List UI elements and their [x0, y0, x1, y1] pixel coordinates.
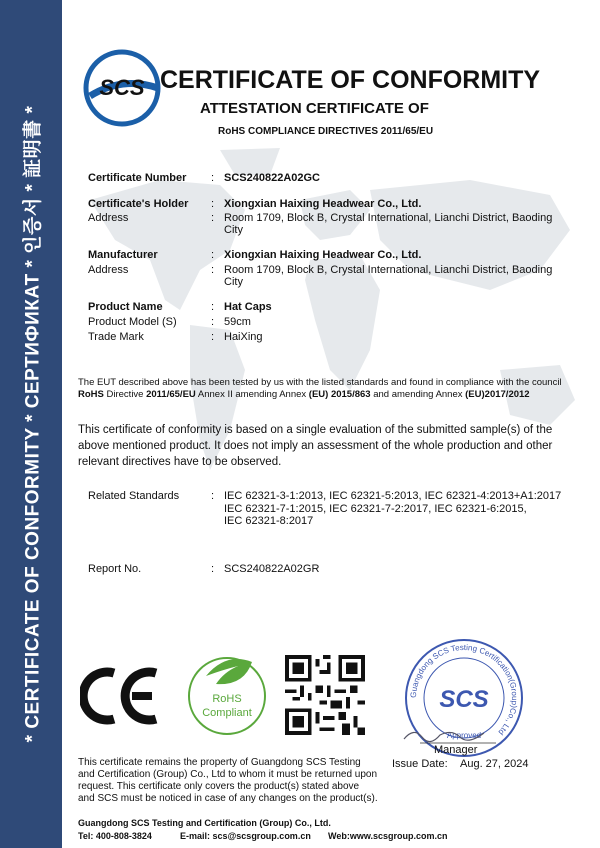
- report-no-value: SCS240822A02GR: [224, 563, 320, 575]
- colon: :: [211, 249, 215, 261]
- eut-statement: The EUT described above has been tested by us with the listed standards and found in compliance with the council RoHS Directive 2011/65/EU Annex II amending Annex (EU) 2015/863 and amending Annex (EU)2017/2012: [78, 377, 562, 400]
- colon: :: [211, 264, 215, 276]
- signature: [400, 725, 500, 745]
- manufacturer-label: Manufacturer: [88, 249, 158, 261]
- email[interactable]: E-mail: scs@scsgroup.com.cn: [180, 831, 311, 841]
- report-no-label: Report No.: [88, 563, 142, 575]
- standard-line: IEC 62321-3-1:2013, IEC 62321-5:2013, IEC 62321-4:2013+A1:2017: [224, 490, 562, 502]
- rohs-compliant-mark: [186, 648, 268, 738]
- conformity-statement: This certificate of conformity is based on a single evaluation of the submitted sample(s) of the above mentioned product. It does not imply an assessment of the whole production and other relevant directives have to be observed.: [78, 424, 553, 468]
- colon: :: [211, 212, 215, 224]
- colon: :: [211, 316, 215, 328]
- rohs-text: RoHS: [212, 693, 242, 705]
- manufacturer-address-value: Room 1709, Block B, Crystal International, Lianchi District, Baoding City: [224, 264, 553, 288]
- standard-line: IEC 62321-8:2017: [224, 515, 314, 527]
- product-model-label: Product Model (S): [88, 316, 177, 328]
- related-standards-list: [224, 490, 574, 528]
- company-name: Guangdong SCS Testing and Certification (Group) Co., Ltd.: [78, 818, 331, 828]
- product-model-value: 59cm: [224, 316, 251, 328]
- related-standards-label: Related Standards: [88, 490, 180, 502]
- manufacturer-address-label: Address: [88, 264, 129, 276]
- colon: :: [211, 331, 215, 343]
- directive-heading: RoHS COMPLIANCE DIRECTIVES 2011/65/EU: [218, 126, 434, 137]
- side-band: [0, 0, 62, 848]
- stamp-approved-text: Approved: [446, 731, 482, 740]
- scs-logo: [82, 48, 162, 128]
- trade-mark-value: HaiXing: [224, 331, 263, 343]
- holder-address-label: Address: [88, 212, 129, 224]
- signatory-title: Manager: [434, 744, 478, 756]
- ce-mark: [80, 665, 162, 727]
- colon: :: [211, 301, 215, 313]
- certificate-title: CERTIFICATE OF CONFORMITY: [160, 66, 541, 94]
- certificate-number-label: Certificate Number: [88, 172, 187, 184]
- colon: :: [211, 490, 215, 502]
- holder-label: Certificate's Holder: [88, 198, 189, 210]
- property-notice: This certificate remains the property of Guangdong SCS Testing and Certification (Group) Co., Ltd to whom it must be returned upon request. This certificate only covers the product(s) stated above and SCS must be noticed in case of any changes on the product(s).: [78, 757, 378, 804]
- side-band-text: * CERTIFICATE OF CONFORMITY * СЕРТИФИКАТ * 인증서 * 証明書 *: [22, 105, 44, 743]
- issue-date-value: Aug. 27, 2024: [460, 758, 529, 770]
- colon: :: [211, 563, 215, 575]
- issue-date-label: Issue Date:: [392, 758, 448, 770]
- certificate-subtitle: ATTESTATION CERTIFICATE OF: [200, 100, 429, 117]
- holder-address-value: Room 1709, Block B, Crystal International, Lianchi District, Baoding City: [224, 212, 553, 236]
- website[interactable]: Web:www.scsgroup.com.cn: [328, 831, 448, 841]
- stamp-ring-text: Guangdong SCS Testing Certification(Group)Co., Ltd: [408, 642, 520, 737]
- trade-mark-label: Trade Mark: [88, 331, 144, 343]
- telephone: Tel: 400-808-3824: [78, 831, 152, 841]
- standard-line: IEC 62321-7-1:2015, IEC 62321-7-2:2017, IEC 62321-6:2015,: [224, 502, 527, 515]
- product-name-value: Hat Caps: [224, 301, 272, 313]
- logo-text: SCS: [99, 75, 145, 100]
- product-name-label: Product Name: [88, 301, 163, 313]
- colon: :: [211, 198, 215, 210]
- manufacturer-value: Xiongxian Haixing Headwear Co., Ltd.: [224, 249, 422, 261]
- certificate-number-value: SCS240822A02GC: [224, 172, 321, 184]
- stamp-center-text: SCS: [439, 686, 489, 713]
- qr-code[interactable]: [285, 655, 365, 735]
- compliant-text: Compliant: [202, 707, 252, 719]
- colon: :: [211, 172, 215, 184]
- holder-value: Xiongxian Haixing Headwear Co., Ltd.: [224, 198, 422, 210]
